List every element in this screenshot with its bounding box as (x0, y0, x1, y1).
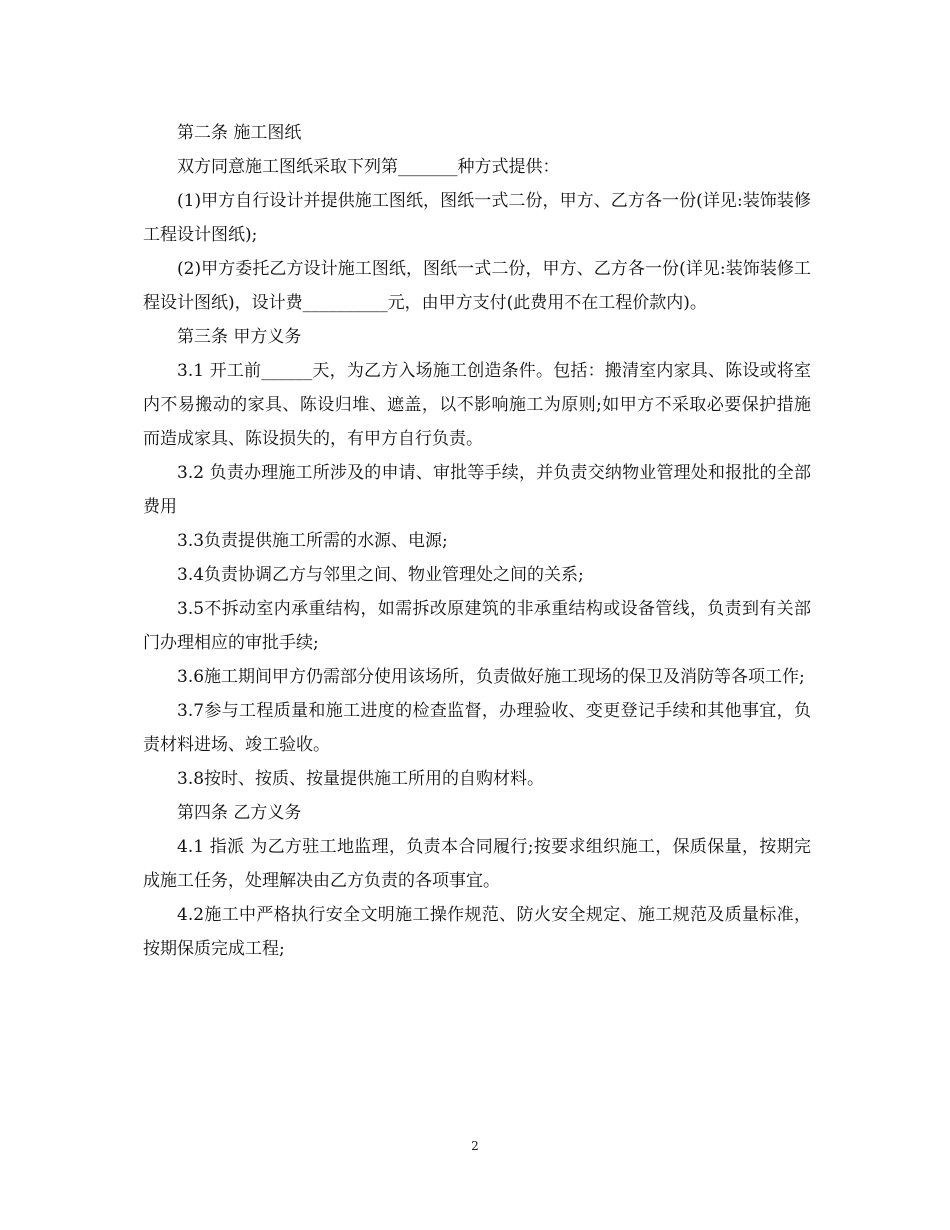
paragraph-3-1: 3.1 开工前______天，为乙方入场施工创造条件。包括：搬清室内家具、陈设或将室内不易搬动的家具、陈设归堆、遮盖，以不影响施工为原则;如甲方不采取必要保护措施而造成家具、陈设损失的，有甲方自行负责。 (143, 361, 811, 449)
heading-article-4: 第四条 乙方义务 (177, 803, 302, 823)
paragraph-3-5: 3.5不拆动室内承重结构，如需拆改原建筑的非承重结构或设备管线，负责到有关部门办理相应的审批手续; (143, 599, 811, 653)
heading-article-3: 第三条 甲方义务 (177, 327, 302, 347)
paragraph-4-2: 4.2施工中严格执行安全文明施工操作规范、防火安全规定、施工规范及质量标准，按期保质完成工程; (143, 905, 811, 959)
paragraph-4-1: 4.1 指派 为乙方驻工地监理，负责本合同履行;按要求组织施工，保质保量，按期完成施工任务，处理解决由乙方负责的各项事宜。 (143, 837, 811, 891)
paragraph-3-7: 3.7参与工程质量和施工进度的检查监督，办理验收、变更登记手续和其他事宜，负责材料进场、竣工验收。 (143, 701, 811, 755)
paragraph-3-4: 3.4负责协调乙方与邻里之间、物业管理处之间的关系; (177, 565, 584, 585)
page-number: 2 (471, 1139, 479, 1153)
paragraph-option-1: (1)甲方自行设计并提供施工图纸，图纸一式二份，甲方、乙方各一份(详见:装饰装修工程设计图纸); (143, 191, 811, 245)
paragraph-option-2: (2)甲方委托乙方设计施工图纸，图纸一式二份，甲方、乙方各一份(详见:装饰装修工程设计图纸)，设计费__________元，由甲方支付(此费用不在工程价款内)。 (143, 259, 811, 313)
document-body (143, 116, 811, 966)
paragraph-3-3: 3.3负责提供施工所需的水源、电源; (177, 531, 448, 551)
heading-article-2: 第二条 施工图纸 (177, 123, 302, 143)
paragraph-3-6: 3.6施工期间甲方仍需部分使用该场所，负责做好施工现场的保卫及消防等各项工作; (177, 667, 805, 687)
paragraph-3-2: 3.2 负责办理施工所涉及的申请、审批等手续，并负责交纳物业管理处和报批的全部费用 (143, 463, 811, 517)
paragraph-3-8: 3.8按时、按质、按量提供施工所用的自购材料。 (177, 769, 545, 789)
paragraph-drawing-method: 双方同意施工图纸采取下列第_______种方式提供： (177, 157, 560, 177)
